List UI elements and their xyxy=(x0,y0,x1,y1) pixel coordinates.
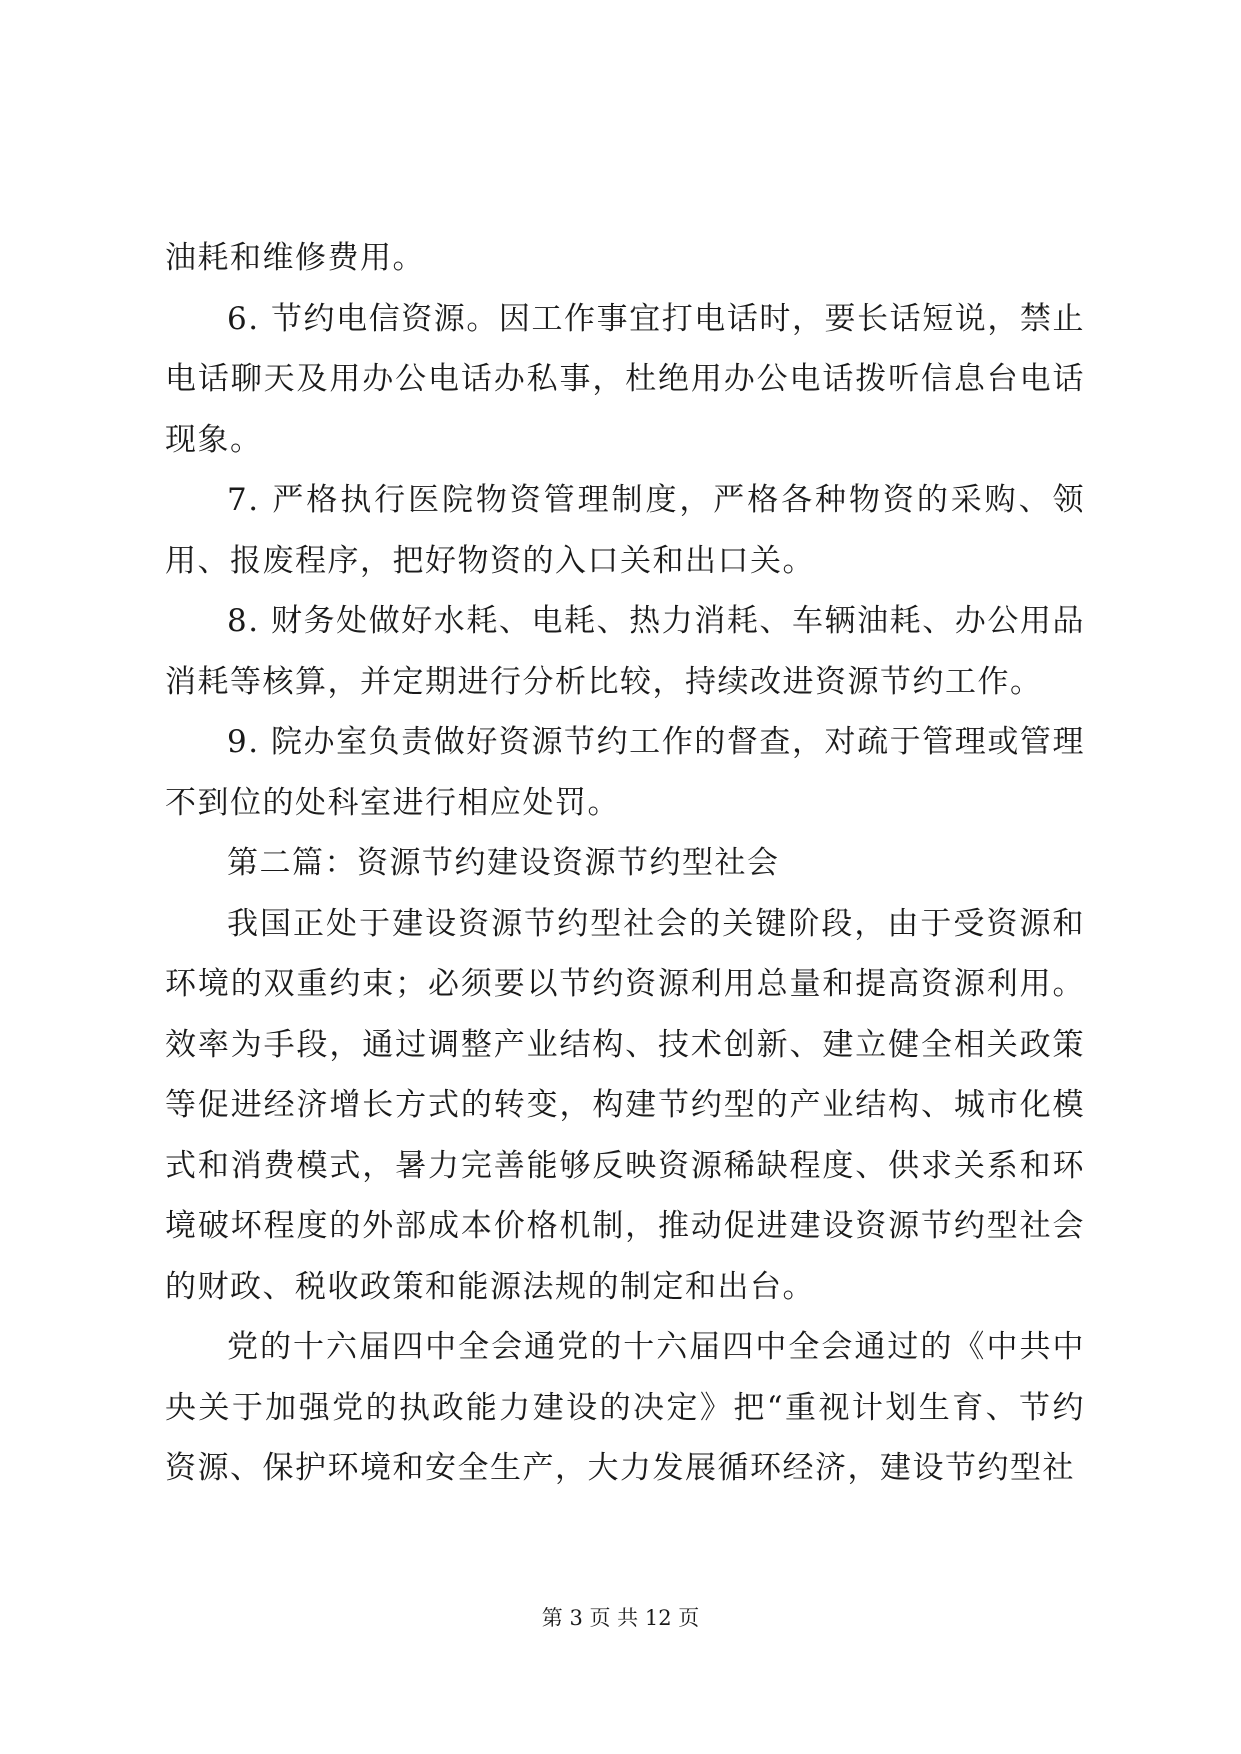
paragraph-body-2: 党的十六届四中全会通党的十六届四中全会通过的《中共中央关于加强党的执政能力建设的决定》把“重视计划生育、节约资源、保护环境和安全生产，大力发展循环经济，建设节约型社 xyxy=(165,1329,1085,1486)
paragraph-body-1: 我国正处于建设资源节约型社会的关键阶段，由于受资源和环境的双重约束；必须要以节约资源利用总量和提高资源利用。效率为手段，通过调整产业结构、技术创新、建立健全相关政策等促进经济增长方式的转变，构建节约型的产业结构、城市化模式和消费模式，暑力完善能够反映资源稀缺程度、供求关系和环境破坏程度的外部成本价格机制，推动促进建设资源节约型社会的财政、税收政策和能源法规的制定和出台。 xyxy=(165,905,1085,1305)
paragraph-continuation: 油耗和维修费用。 xyxy=(165,240,425,276)
page-number-footer: 第 3 页 共 12 页 xyxy=(541,1606,700,1630)
section-heading: 第二篇：资源节约建设资源节约型社会 xyxy=(227,845,780,881)
paragraph-item-6: 6. 节约电信资源。因工作事宜打电话时，要长话短说，禁止电话聊天及用办公电话办私事，杜绝用办公电话拨听信息台电话现象。 xyxy=(165,300,1085,458)
paragraph-item-7: 7. 严格执行医院物资管理制度，严格各种物资的采购、领用、报废程序，把好物资的入口关和出口关。 xyxy=(165,482,1085,579)
paragraph-item-9: 9. 院办室负责做好资源节约工作的督查，对疏于管理或管理不到位的处科室进行相应处罚。 xyxy=(165,724,1085,821)
paragraph-item-8: 8. 财务处做好水耗、电耗、热力消耗、车辆油耗、办公用品消耗等核算，并定期进行分析比较，持续改进资源节约工作。 xyxy=(165,603,1085,700)
document-body xyxy=(165,228,1085,1499)
